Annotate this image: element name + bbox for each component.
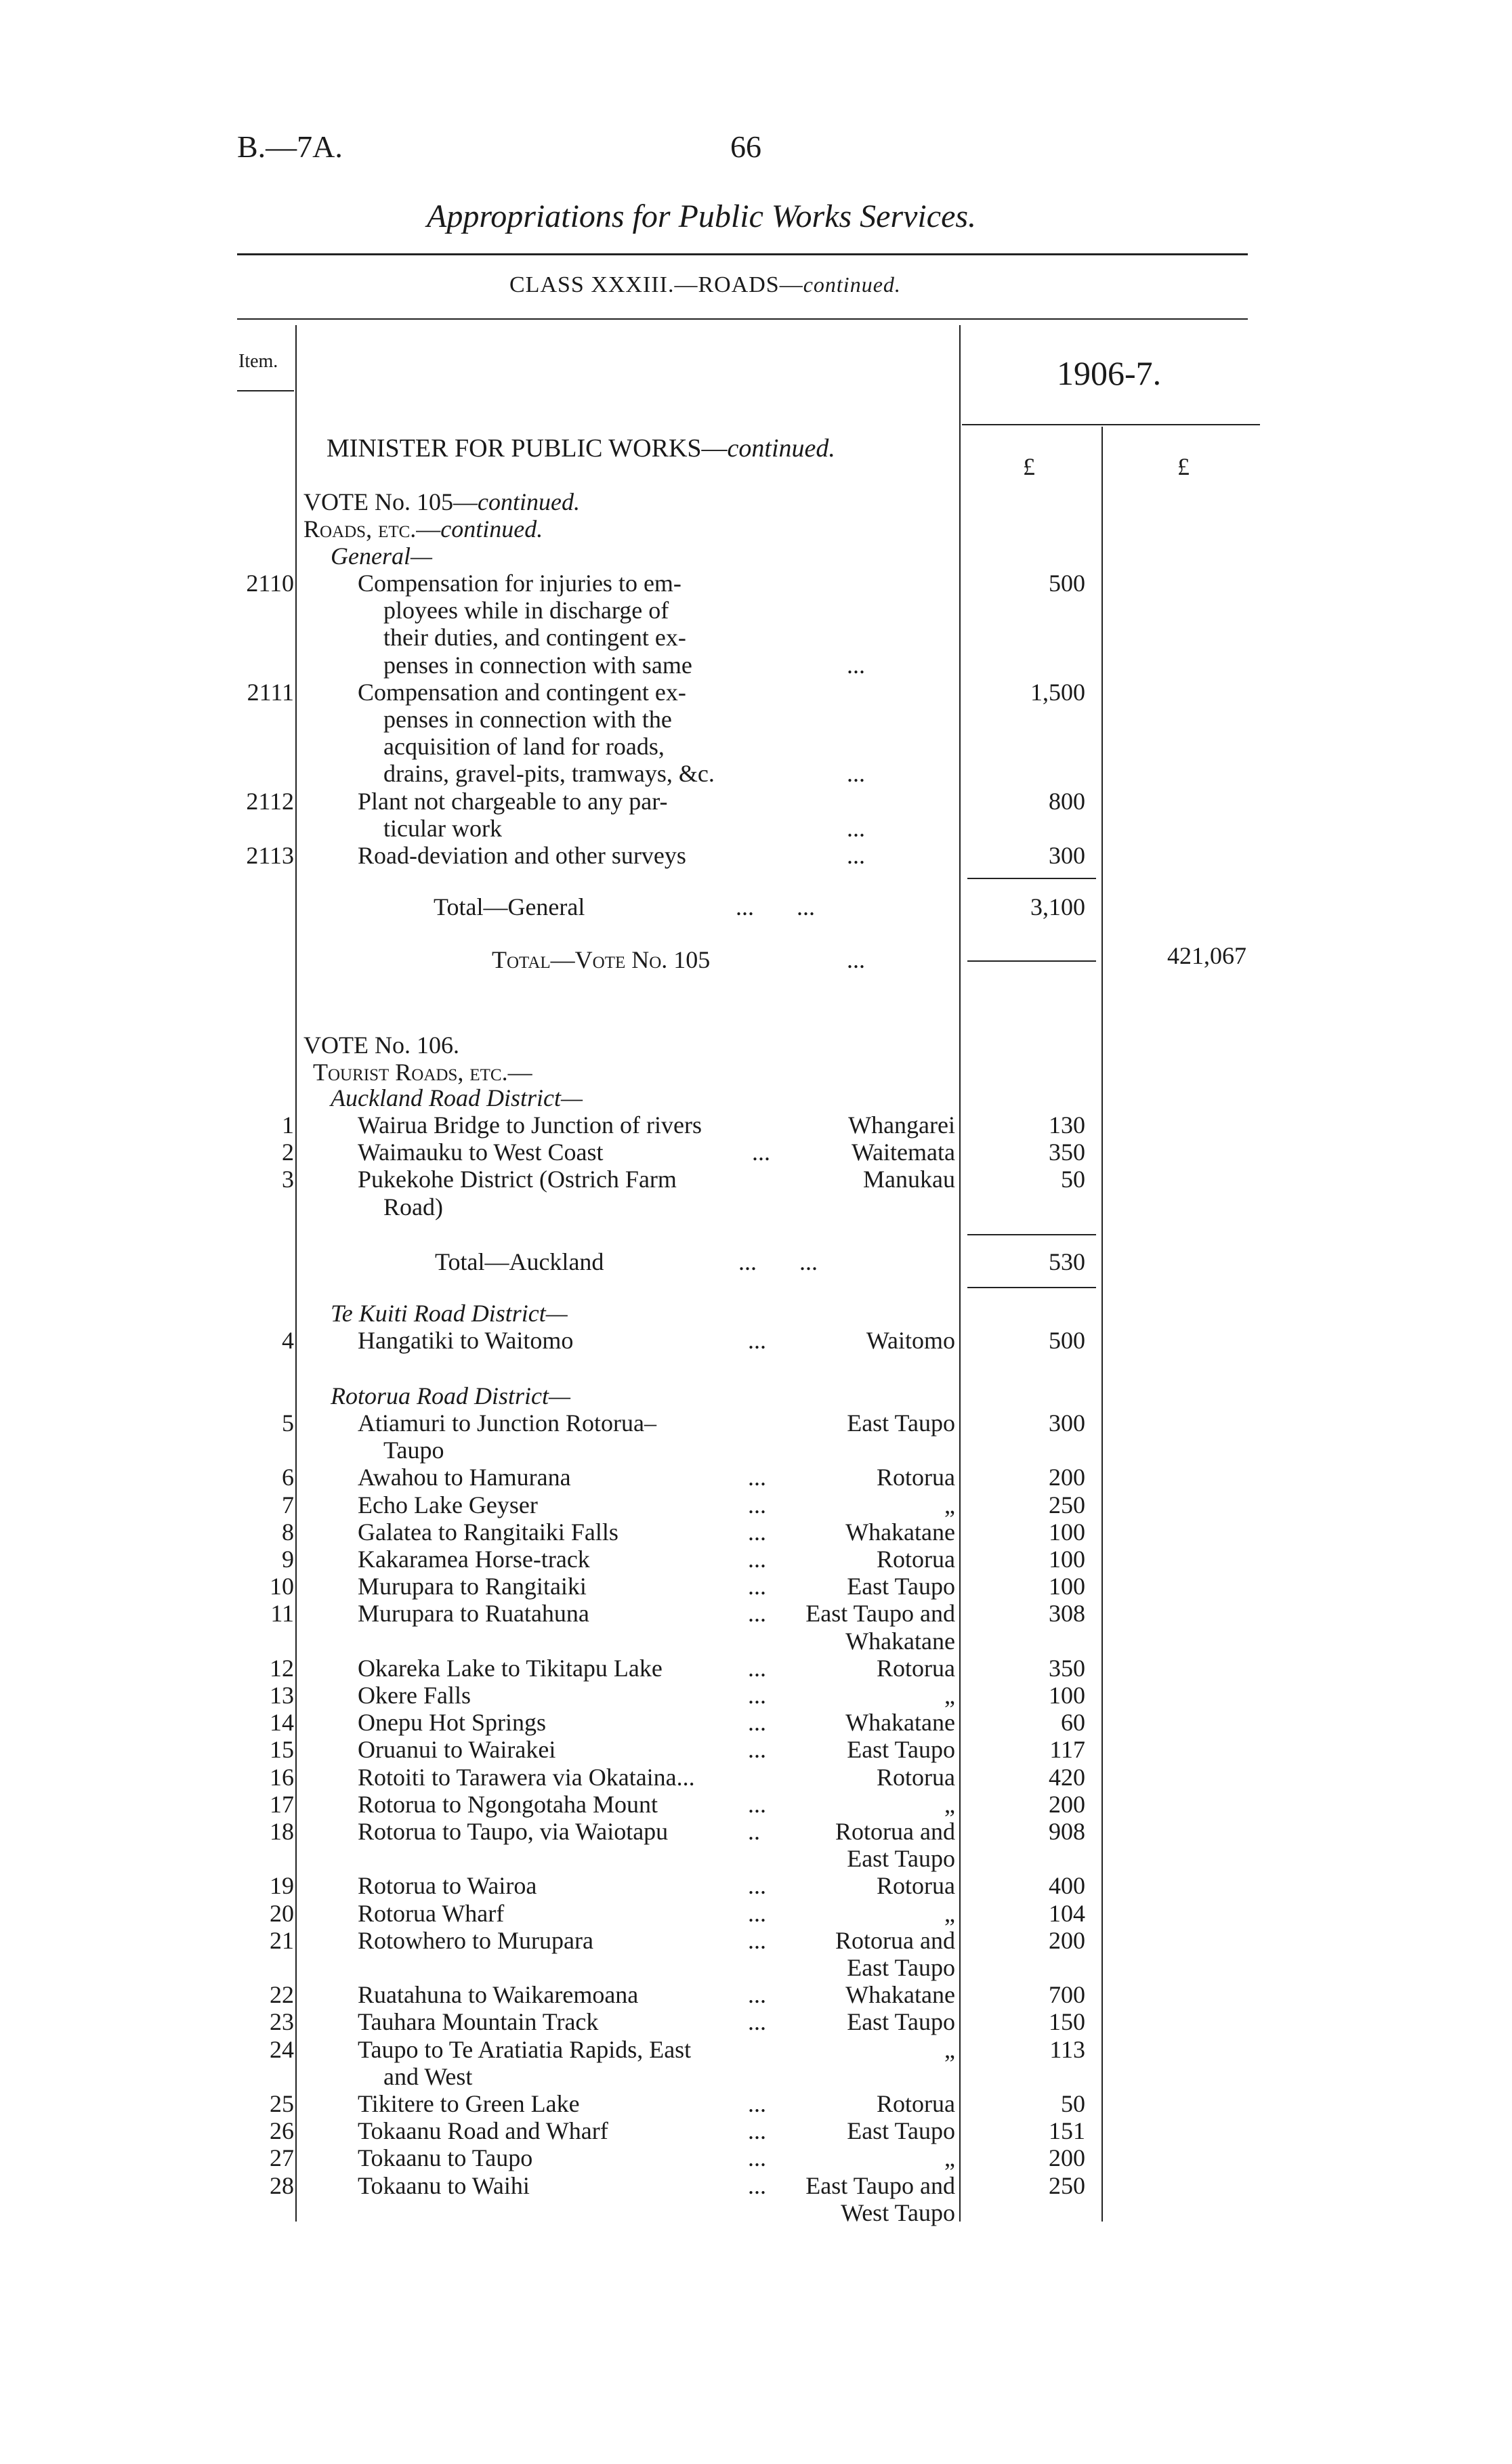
item-dots: ...: [748, 1682, 766, 1709]
item-description-line: Oruanui to Wairakei: [358, 1736, 556, 1764]
item-number: 25: [270, 2090, 294, 2117]
rule-before-total-general: [967, 878, 1096, 879]
item-amount: 100: [1049, 1682, 1085, 1709]
item-amount: 300: [1049, 842, 1085, 869]
pound-header-1: £: [1023, 453, 1035, 480]
item-dots: ...: [748, 2090, 766, 2117]
item-number: 2111: [247, 678, 294, 706]
item-column-header: Item.: [238, 351, 278, 372]
electorate-line: Rotorua: [877, 1763, 955, 1791]
item-amount: 104: [1049, 1899, 1085, 1927]
item-amount: 250: [1049, 1491, 1085, 1518]
item-description-line: Compensation and contingent ex-: [358, 678, 686, 706]
item-number: 17: [270, 1790, 294, 1818]
item-description-line: ticular work: [383, 814, 502, 842]
item-number: 2112: [246, 787, 294, 815]
item-number: 7: [282, 1491, 294, 1518]
electorate-line: East Taupo: [847, 1409, 955, 1437]
item-number: 12: [270, 1654, 294, 1682]
electorate-line: Whangarei: [848, 1111, 955, 1139]
item-number: 21: [270, 1926, 294, 1954]
item-amount: 100: [1049, 1518, 1085, 1546]
item-description-line: Rotorua to Taupo, via Waiotapu: [358, 1818, 669, 1845]
item-description-line: Atiamuri to Junction Rotorua–: [358, 1409, 656, 1437]
item-description-line: Galatea to Rangitaiki Falls: [358, 1518, 618, 1546]
item-dots: ...: [748, 2171, 766, 2199]
item-number: 2113: [246, 842, 294, 869]
item-amount: 500: [1049, 570, 1085, 597]
item-dots: ...: [748, 1899, 766, 1927]
rule-class: [237, 318, 1248, 320]
item-amount: 420: [1049, 1763, 1085, 1791]
item-dots: ...: [847, 760, 865, 788]
item-description-line: ployees while in discharge of: [383, 597, 669, 624]
item-description-line: penses in connection with same: [383, 651, 692, 679]
item-number: 10: [270, 1573, 294, 1600]
item-description-line: Plant not chargeable to any par-: [358, 787, 668, 815]
item-dots: ...: [752, 1139, 770, 1166]
electorate-line: Waitomo: [866, 1327, 955, 1354]
year-column-header: 1906-7.: [1057, 354, 1162, 392]
rule-top: [237, 253, 1248, 255]
item-description-line: Murupara to Rangitaiki: [358, 1573, 587, 1600]
item-description-line: Rotowhero to Murupara: [358, 1926, 593, 1954]
item-number: 23: [270, 2008, 294, 2036]
item-amount: 150: [1049, 2008, 1085, 2036]
tourist-roads-heading: Tourist Roads, etc.—: [313, 1059, 532, 1086]
item-amount: 100: [1049, 1546, 1085, 1573]
electorate-line: East Taupo: [847, 1736, 955, 1764]
item-description-line: their duties, and contingent ex-: [383, 624, 686, 652]
electorate-line: East Taupo: [847, 1954, 955, 1981]
electorate-line: Rotorua and: [835, 1926, 955, 1954]
item-amount: 117: [1049, 1736, 1085, 1764]
item-number: 13: [270, 1682, 294, 1709]
roads-heading: Roads, etc.—continued.: [303, 515, 543, 543]
item-description-line: Onepu Hot Springs: [358, 1709, 546, 1737]
item-amount: 250: [1049, 2171, 1085, 2199]
item-dots: ...: [748, 1600, 766, 1628]
item-dots: ...: [748, 1981, 766, 2009]
item-description-line: Echo Lake Geyser: [358, 1491, 538, 1518]
electorate-line: „: [944, 1682, 955, 1709]
item-description-line: Tauhara Mountain Track: [358, 2008, 599, 2036]
item-description-line: Road): [383, 1193, 443, 1220]
electorate-line: Whakatane: [845, 1709, 955, 1737]
minister-heading: MINISTER FOR PUBLIC WORKS—continued.: [327, 434, 835, 463]
item-dots: ...: [748, 1926, 766, 1954]
item-dots: ...: [748, 1709, 766, 1737]
item-number: 20: [270, 1899, 294, 1927]
item-description-line: Taupo: [383, 1437, 444, 1464]
item-amount: 60: [1061, 1709, 1085, 1737]
item-amount: 100: [1049, 1573, 1085, 1600]
item-dots: ...: [847, 814, 865, 842]
item-description-line: Rotorua Wharf: [358, 1899, 505, 1927]
item-amount: 50: [1061, 2090, 1085, 2117]
item-description-line: drains, gravel-pits, tramways, &c.: [383, 760, 715, 788]
total-auckland-amount: 530: [1049, 1248, 1085, 1275]
item-description-line: Kakaramea Horse-track: [358, 1546, 590, 1573]
te-kuiti-district-heading: Te Kuiti Road District—: [331, 1300, 568, 1327]
item-dots: ...: [748, 1573, 766, 1600]
rule-after-total-auckland: [967, 1287, 1096, 1288]
electorate-line: West Taupo: [841, 2199, 955, 2226]
item-number: 26: [270, 2117, 294, 2145]
electorate-line: Rotorua and: [835, 1818, 955, 1845]
item-number: 15: [270, 1736, 294, 1764]
rule-total-vote: [967, 960, 1096, 962]
electorate-line: East Taupo: [847, 1573, 955, 1600]
electorate-line: „: [944, 1491, 955, 1518]
electorate-line: Rotorua: [877, 1654, 955, 1682]
item-description-line: acquisition of land for roads,: [383, 733, 665, 761]
item-dots: ...: [748, 1872, 766, 1900]
pound-header-2: £: [1177, 453, 1190, 480]
rule-year-header: [962, 424, 1260, 425]
item-number: 28: [270, 2171, 294, 2199]
item-number: 14: [270, 1709, 294, 1737]
item-description-line: Tikitere to Green Lake: [358, 2090, 580, 2117]
item-number: 27: [270, 2144, 294, 2172]
electorate-line: „: [944, 1790, 955, 1818]
electorate-line: East Taupo: [847, 1845, 955, 1873]
item-amount: 130: [1049, 1111, 1085, 1139]
item-amount: 200: [1049, 1464, 1085, 1491]
item-description-line: Taupo to Te Aratiatia Rapids, East: [358, 2035, 692, 2063]
electorate-line: Whakatane: [845, 1627, 955, 1655]
total-vote-105-amount: 421,067: [1167, 942, 1246, 969]
electorate-line: Whakatane: [845, 1518, 955, 1546]
item-dots: ...: [748, 1736, 766, 1764]
item-dots: ...: [847, 651, 865, 679]
item-number: 5: [282, 1409, 294, 1437]
item-description-line: Rotorua to Ngongotaha Mount: [358, 1790, 658, 1818]
item-amount: 350: [1049, 1654, 1085, 1682]
item-description-line: Wairua Bridge to Junction of rivers: [358, 1111, 702, 1139]
electorate-line: „: [944, 2035, 955, 2063]
electorate-line: Rotorua: [877, 1546, 955, 1573]
item-amount: 308: [1049, 1600, 1085, 1628]
item-dots: ...: [748, 1327, 766, 1354]
rotorua-district-heading: Rotorua Road District—: [331, 1382, 571, 1409]
item-number: 11: [270, 1600, 294, 1628]
item-number: 9: [282, 1546, 294, 1573]
item-amount: 151: [1049, 2117, 1085, 2145]
item-amount: 1,500: [1030, 678, 1085, 706]
item-amount: 113: [1049, 2035, 1085, 2063]
rule-description-column: [959, 325, 961, 2222]
item-amount: 50: [1061, 1166, 1085, 1193]
auckland-district-heading: Auckland Road District—: [331, 1084, 583, 1111]
item-amount: 300: [1049, 1409, 1085, 1437]
item-description-line: Waimauku to West Coast: [358, 1139, 604, 1166]
item-dots: ..: [748, 1818, 760, 1845]
item-amount: 800: [1049, 787, 1085, 815]
item-number: 16: [270, 1763, 294, 1791]
item-number: 3: [282, 1166, 294, 1193]
item-dots: ...: [748, 1491, 766, 1518]
item-description-line: and West: [383, 2062, 473, 2090]
item-number: 2110: [246, 570, 294, 597]
item-description-line: Road-deviation and other surveys: [358, 842, 686, 869]
item-dots: ...: [748, 2117, 766, 2145]
item-number: 8: [282, 1518, 294, 1546]
item-description-line: Compensation for injuries to em-: [358, 570, 681, 597]
item-amount: 350: [1049, 1139, 1085, 1166]
item-dots: ...: [748, 1654, 766, 1682]
item-amount: 200: [1049, 1926, 1085, 1954]
electorate-line: „: [944, 1899, 955, 1927]
total-vote-105-dots: ...: [847, 946, 865, 973]
item-number: 4: [282, 1327, 294, 1354]
rule-amount-column: [1101, 427, 1103, 2222]
electorate-line: „: [944, 2144, 955, 2172]
electorate-line: Waitemata: [851, 1139, 955, 1166]
electorate-line: East Taupo: [847, 2008, 955, 2036]
item-description-line: Tokaanu to Waihi: [358, 2171, 530, 2199]
item-description-line: Awahou to Hamurana: [358, 1464, 571, 1491]
page-title: Appropriations for Public Works Services.: [427, 198, 977, 234]
item-description-line: Okareka Lake to Tikitapu Lake: [358, 1654, 663, 1682]
item-amount: 200: [1049, 1790, 1085, 1818]
document-reference: B.—7A.: [237, 129, 343, 164]
item-number: 19: [270, 1872, 294, 1900]
total-general-amount: 3,100: [1030, 893, 1085, 920]
item-dots: ...: [748, 1790, 766, 1818]
item-amount: 400: [1049, 1872, 1085, 1900]
total-general-label: Total—General: [434, 893, 585, 920]
item-amount: 908: [1049, 1818, 1085, 1845]
electorate-line: Manukau: [863, 1166, 955, 1193]
electorate-line: Rotorua: [877, 2090, 955, 2117]
item-amount: 500: [1049, 1327, 1085, 1354]
item-description-line: Rotoiti to Tarawera via Okataina...: [358, 1763, 695, 1791]
item-number: 22: [270, 1981, 294, 2009]
electorate-line: Whakatane: [845, 1981, 955, 2009]
vote-106-heading: VOTE No. 106.: [303, 1032, 459, 1059]
item-description-line: Tokaanu Road and Wharf: [358, 2117, 608, 2145]
total-auckland-label: Total—Auckland: [435, 1248, 604, 1275]
vote-105-heading: VOTE No. 105—continued.: [303, 488, 580, 515]
total-vote-105-label: Total—Vote No. 105: [492, 946, 711, 973]
item-amount: 200: [1049, 2144, 1085, 2172]
item-dots: ...: [748, 1518, 766, 1546]
general-heading: General—: [331, 543, 432, 570]
item-description-line: Tokaanu to Taupo: [358, 2144, 533, 2172]
item-description-line: Rotorua to Wairoa: [358, 1872, 537, 1900]
electorate-line: East Taupo: [847, 2117, 955, 2145]
item-number: 1: [282, 1111, 294, 1139]
electorate-line: East Taupo and: [805, 2171, 955, 2199]
rule-item-column: [295, 325, 297, 2222]
total-auckland-dots: ... ...: [738, 1248, 818, 1275]
item-description-line: Hangatiki to Waitomo: [358, 1327, 574, 1354]
page-number: 66: [730, 129, 761, 164]
item-description-line: penses in connection with the: [383, 706, 672, 733]
item-description-line: Ruatahuna to Waikaremoana: [358, 1981, 639, 2009]
rule-before-total-auckland: [967, 1234, 1096, 1235]
item-dots: ...: [748, 2144, 766, 2172]
electorate-line: Rotorua: [877, 1464, 955, 1491]
electorate-line: East Taupo and: [805, 1600, 955, 1628]
total-general-dots: ... ...: [736, 893, 815, 920]
item-dots: ...: [847, 842, 865, 869]
item-description-line: Murupara to Ruatahuna: [358, 1600, 589, 1628]
item-number: 2: [282, 1139, 294, 1166]
item-dots: ...: [748, 1464, 766, 1491]
item-number: 18: [270, 1818, 294, 1845]
item-dots: ...: [748, 2008, 766, 2036]
electorate-line: Rotorua: [877, 1872, 955, 1900]
item-description-line: Pukekohe District (Ostrich Farm: [358, 1166, 677, 1193]
rule-item-header: [237, 390, 294, 391]
item-amount: 700: [1049, 1981, 1085, 2009]
item-description-line: Okere Falls: [358, 1682, 471, 1709]
class-heading: CLASS XXXIII.—ROADS—continued.: [509, 272, 901, 297]
item-number: 24: [270, 2035, 294, 2063]
item-number: 6: [282, 1464, 294, 1491]
item-dots: ...: [748, 1546, 766, 1573]
